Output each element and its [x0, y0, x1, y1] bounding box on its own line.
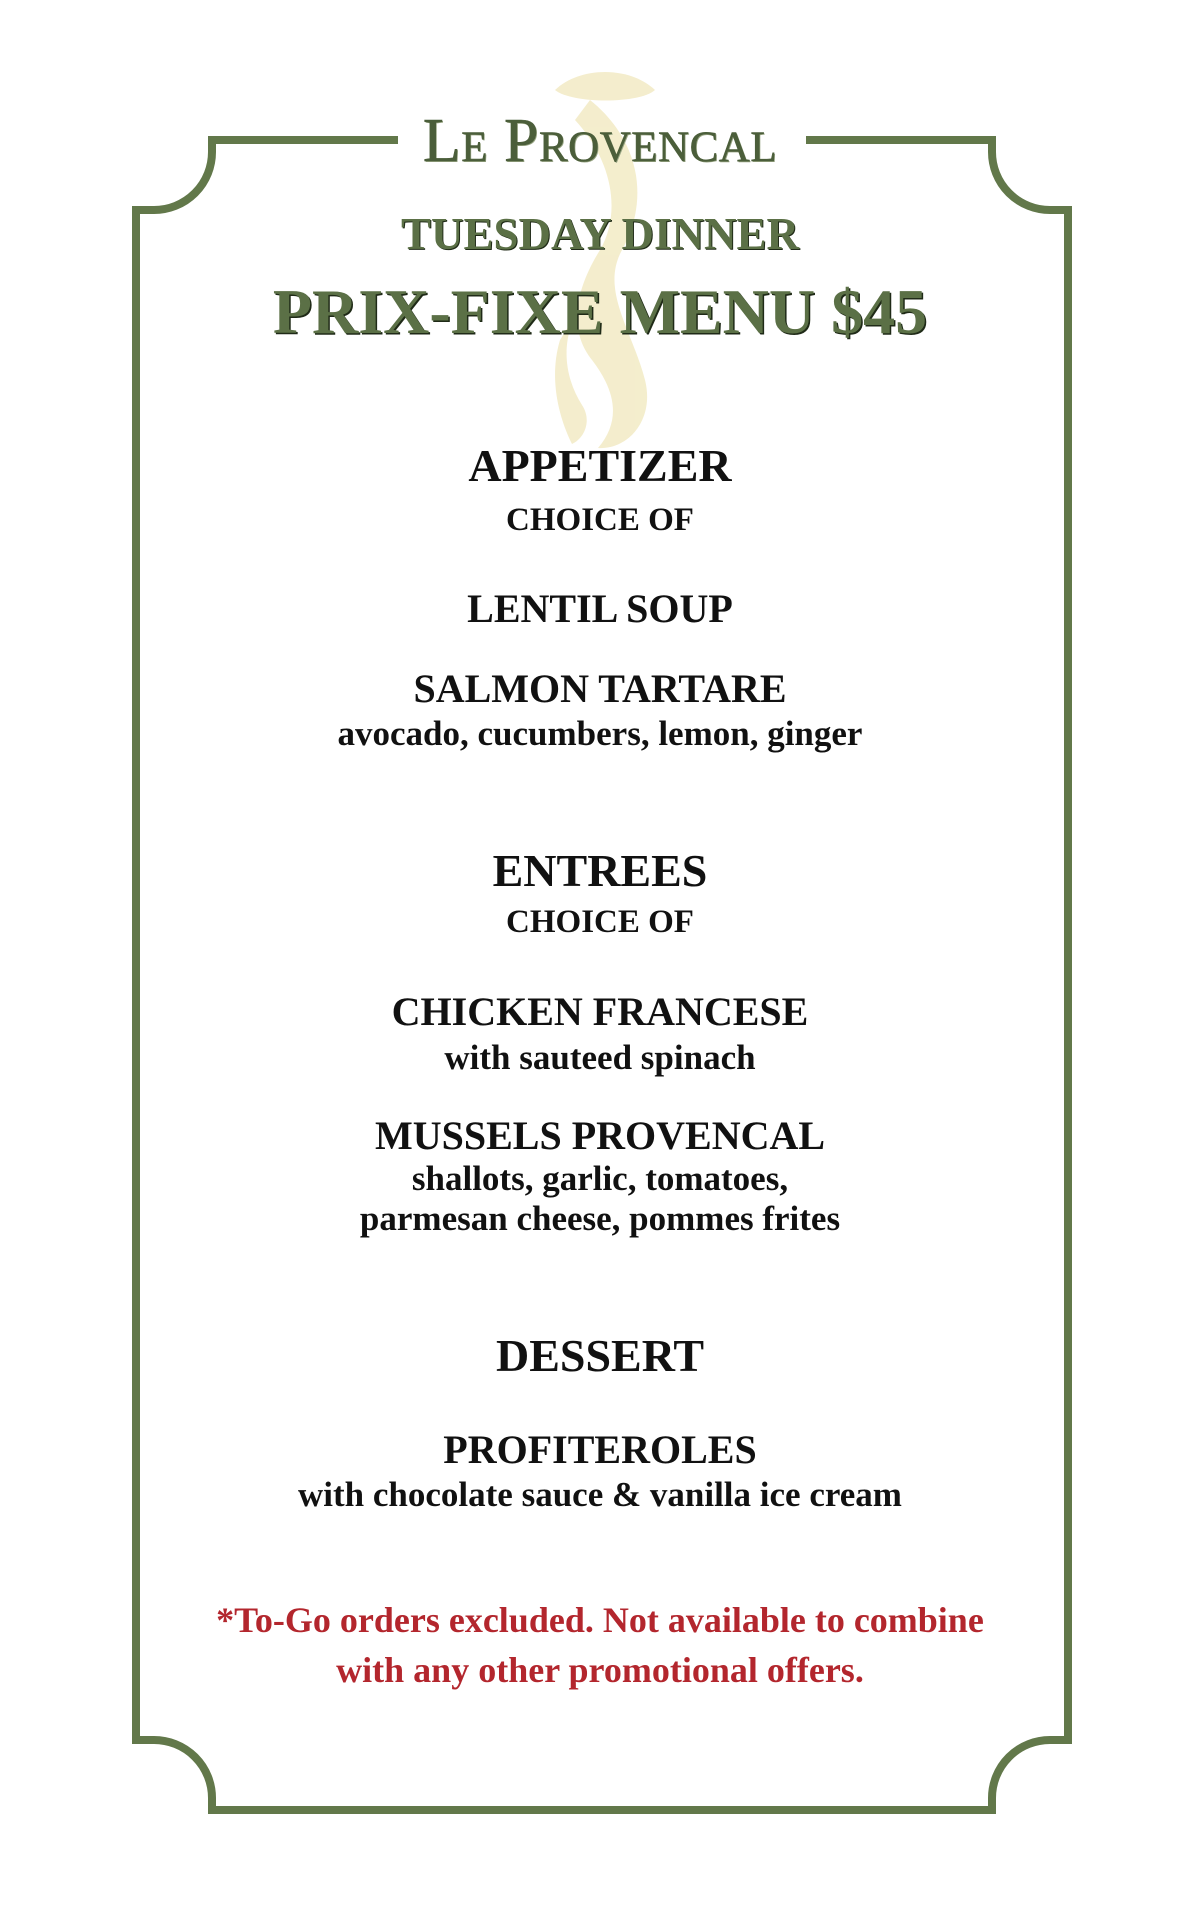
dish-name: CHICKEN FRANCESE — [391, 989, 809, 1034]
dish-name: PROFITEROLES — [443, 1427, 757, 1472]
entrees-heading: ENTREES — [492, 845, 708, 896]
dessert-heading: DESSERT — [495, 1330, 705, 1381]
dish-description: avocado, cucumbers, lemon, ginger — [337, 714, 863, 753]
menu-day-title: TUESDAY DINNER — [400, 209, 799, 259]
dish-name: SALMON TARTARE — [413, 666, 787, 711]
disclaimer-text: *To-Go orders excluded. Not available to combine — [216, 1600, 984, 1640]
dish-description: with sauteed spinach — [444, 1038, 756, 1077]
menu-price-title: PRIX-FIXE MENU $45 — [272, 276, 928, 347]
dish-name: LENTIL SOUP — [467, 586, 733, 631]
entrees-choice-label: CHOICE OF — [506, 904, 694, 940]
restaurant-name: Le Provencal — [422, 107, 778, 175]
disclaimer-text: with any other promotional offers. — [336, 1650, 864, 1690]
appetizer-choice-label: CHOICE OF — [506, 502, 694, 538]
dish-description: shallots, garlic, tomatoes, — [411, 1159, 789, 1198]
dish-description: parmesan cheese, pommes frites — [359, 1199, 841, 1238]
appetizer-heading: APPETIZER — [468, 440, 732, 491]
dish-description: with chocolate sauce & vanilla ice cream — [298, 1475, 902, 1514]
dish-name: MUSSELS PROVENCAL — [374, 1113, 826, 1158]
